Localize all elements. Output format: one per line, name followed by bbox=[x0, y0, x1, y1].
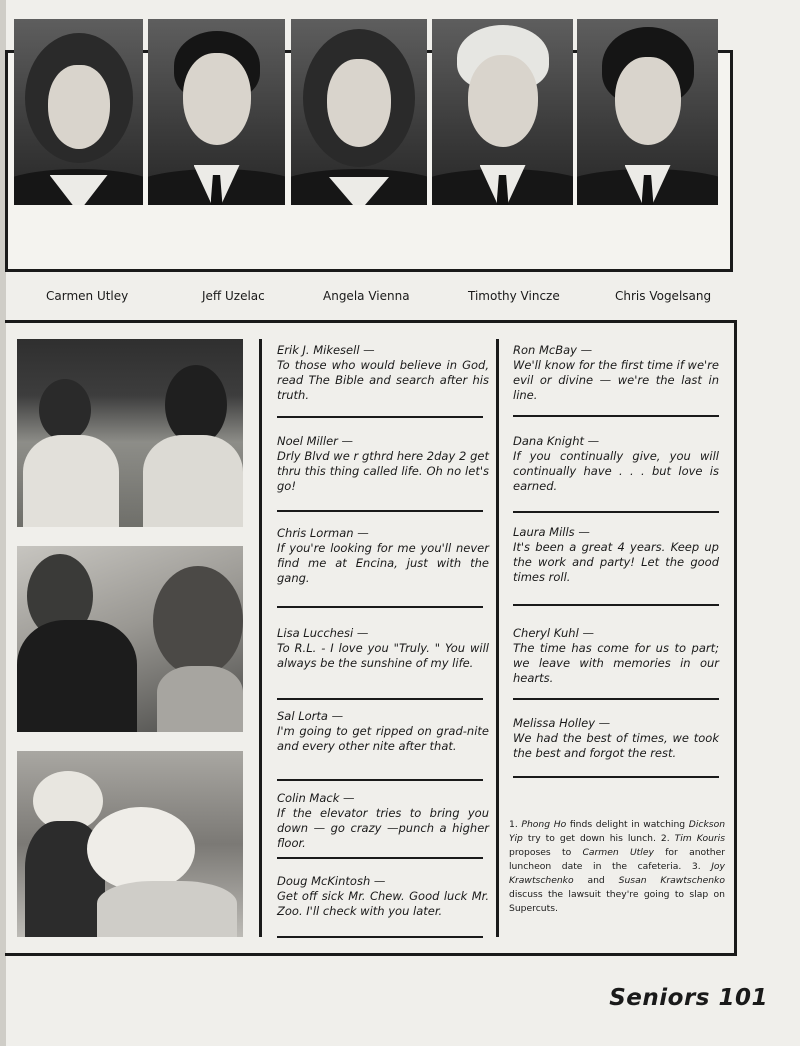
message-text: It's been a great 4 years. Keep up the work and party! Let the good times roll. bbox=[513, 540, 719, 584]
portrait-name-3: Angela Vienna bbox=[323, 289, 410, 303]
message-text: Get off sick Mr. Chew. Good luck Mr. Zoo. I'll check with you later. bbox=[277, 889, 489, 918]
message-name: Erik J. Mikesell — bbox=[277, 343, 375, 357]
message-text: To those who would believe in God, read The Bible and search after his truth. bbox=[277, 358, 489, 402]
message-name: Lisa Lucchesi — bbox=[277, 626, 369, 640]
message-separator bbox=[513, 698, 719, 700]
message-text: If the elevator tries to bring you down — go crazy —punch a higher floor. bbox=[277, 806, 489, 850]
message-text: We'll know for the first time if we're evil or divine — we're the last in line. bbox=[513, 358, 719, 402]
column-divider-left bbox=[259, 339, 262, 937]
caption-name: Joy Krawtschenko bbox=[509, 861, 725, 886]
caption-name: Dickson Yip bbox=[509, 819, 726, 844]
page-footer: Seniors 101 bbox=[609, 985, 768, 1011]
message-text: Drly Blvd we r gthrd here 2day 2 get thru this thing called life. Oh no let's go! bbox=[277, 449, 489, 493]
portrait-name-1: Carmen Utley bbox=[46, 289, 129, 303]
message-entry bbox=[513, 525, 719, 585]
message-separator bbox=[277, 510, 483, 512]
message-separator bbox=[277, 779, 483, 781]
caption-name: Carmen Utley bbox=[582, 847, 654, 858]
message-name: Chris Lorman — bbox=[277, 526, 369, 540]
message-name: Doug McKintosh — bbox=[277, 874, 386, 888]
message-entry bbox=[513, 343, 719, 403]
message-entry bbox=[277, 874, 489, 919]
message-text: We had the best of times, we took the best and forgot the rest. bbox=[513, 731, 719, 760]
portrait-photo-4 bbox=[432, 19, 573, 205]
message-entry bbox=[513, 626, 719, 686]
message-separator bbox=[277, 698, 483, 700]
message-name: Melissa Holley — bbox=[513, 716, 611, 730]
candid-photo-1 bbox=[17, 339, 243, 527]
message-entry bbox=[277, 343, 489, 403]
portrait-photo-5 bbox=[577, 19, 718, 205]
message-entry bbox=[277, 526, 489, 586]
portrait-photo-2 bbox=[148, 19, 285, 205]
photo-caption: 1. Phong Ho finds delight in watching Dickson Yip try to get down his lunch. 2. Tim Kouris proposes to Carmen Utley for another luncheon date in the cafeteria. 3. Joy Krawtschenko and Susan Krawtschenko discuss the lawsuit they're going to slap on Supercuts. bbox=[509, 819, 726, 914]
message-entry bbox=[277, 791, 489, 851]
portrait-name-2: Jeff Uzelac bbox=[202, 289, 265, 303]
message-name: Dana Knight — bbox=[513, 434, 600, 448]
portrait-photo-1 bbox=[14, 19, 143, 205]
message-text: The time has come for us to part; we leave with memories in our hearts. bbox=[513, 641, 719, 685]
message-separator bbox=[513, 776, 719, 778]
message-separator bbox=[513, 511, 719, 513]
message-name: Laura Mills — bbox=[513, 525, 590, 539]
portrait-name-5: Chris Vogelsang bbox=[615, 289, 712, 303]
caption-name: Tim Kouris bbox=[674, 833, 726, 844]
candid-photo-3 bbox=[17, 751, 243, 937]
message-text: If you're looking for me you'll never find me at Encina, just with the gang. bbox=[277, 541, 489, 585]
portrait-name-4: Timothy Vincze bbox=[468, 289, 560, 303]
message-separator bbox=[277, 857, 483, 859]
message-separator bbox=[277, 416, 483, 418]
message-separator bbox=[513, 604, 719, 606]
message-entry bbox=[277, 709, 489, 754]
message-name: Colin Mack — bbox=[277, 791, 355, 805]
portrait-names bbox=[0, 289, 800, 309]
message-name: Ron McBay — bbox=[513, 343, 593, 357]
message-separator bbox=[277, 936, 483, 938]
message-name: Noel Miller — bbox=[277, 434, 354, 448]
message-name: Sal Lorta — bbox=[277, 709, 344, 723]
message-entry bbox=[277, 434, 489, 494]
message-separator bbox=[277, 606, 483, 608]
caption-name: Phong Ho bbox=[521, 819, 567, 830]
message-text: I'm going to get ripped on grad-nite and every other nite after that. bbox=[277, 724, 489, 753]
portrait-photo-3 bbox=[291, 19, 427, 205]
column-divider-right bbox=[496, 339, 499, 937]
candid-photo-2 bbox=[17, 546, 243, 732]
message-text: To R.L. - I love you "Truly. " You will always be the sunshine of my life. bbox=[277, 641, 489, 670]
message-entry bbox=[513, 434, 719, 494]
message-text: If you continually give, you will continually have . . . but love is earned. bbox=[513, 449, 719, 493]
message-name: Cheryl Kuhl — bbox=[513, 626, 594, 640]
message-separator bbox=[513, 415, 719, 417]
caption-name: Susan Krawtschenko bbox=[618, 875, 725, 886]
message-entry bbox=[277, 626, 489, 671]
message-entry bbox=[513, 716, 719, 761]
